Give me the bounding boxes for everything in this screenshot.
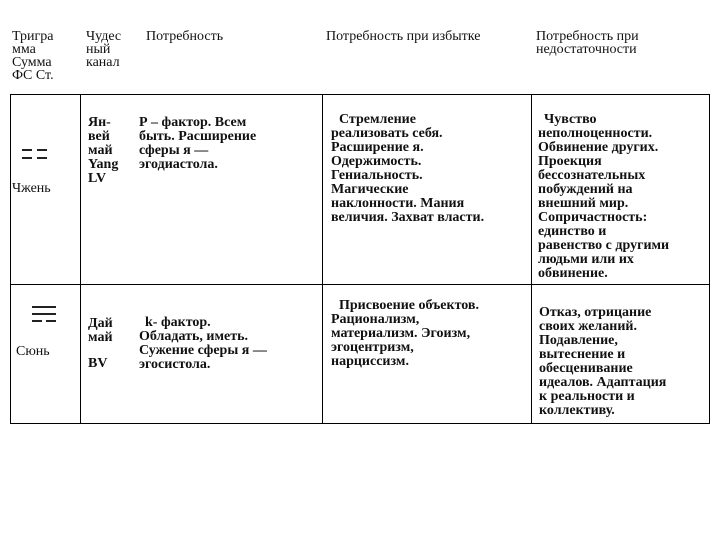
need-cell <box>139 316 267 372</box>
deficit-line: обвинение. <box>538 266 608 281</box>
excess-line: Рационализм, <box>331 312 420 327</box>
excess-line: Стремление <box>339 112 416 127</box>
need-line: эгосистола. <box>139 357 211 372</box>
excess-line: материализм. Эгоизм, <box>331 326 471 341</box>
header-deficit-line-2: недостаточности <box>536 42 637 57</box>
header-deficit <box>536 30 639 56</box>
need-line: сферы я — <box>139 143 209 158</box>
need-line: Сужение сферы я — <box>139 343 267 358</box>
deficit-line: Проекция <box>538 154 602 169</box>
deficit-line: Обвинение других. <box>538 140 659 155</box>
header-trigram <box>12 30 54 82</box>
header-channel-line-3: канал <box>86 55 120 70</box>
header-trigram-line-4: ФС Ст. <box>12 68 54 83</box>
deficit-line: неполноценности. <box>538 126 653 141</box>
trigram-name: Сюнь <box>16 344 50 359</box>
excess-line: Магические <box>331 182 409 197</box>
col-divider-3 <box>531 94 532 424</box>
channel-line: вей <box>88 129 110 144</box>
trigram-name: Чжень <box>12 181 51 196</box>
need-line: Обладать, иметь. <box>139 329 248 344</box>
header-channel-line-1: Чудес <box>86 29 122 44</box>
excess-line: Одержимость. <box>331 154 422 169</box>
header-excess: Потребность при избытке <box>326 29 481 44</box>
channel-line: BV <box>88 356 108 371</box>
need-line: k- фактор. <box>145 315 211 330</box>
deficit-line: вытеснение и <box>539 347 626 362</box>
excess-cell <box>331 299 479 369</box>
excess-line: Расширение я. <box>331 140 424 155</box>
deficit-line: побуждений на <box>538 182 633 197</box>
deficit-line: Подавление, <box>539 333 618 348</box>
header-trigram-line-2: мма <box>12 42 36 57</box>
deficit-line: внешний мир. <box>538 196 629 211</box>
deficit-line: единство и <box>538 224 607 239</box>
header-channel-line-2: ный <box>86 42 111 57</box>
deficit-line: Чувство <box>544 112 597 127</box>
deficit-line: к реальности и <box>539 389 635 404</box>
deficit-line: Отказ, отрицание <box>539 305 652 320</box>
deficit-line: Сопричастность: <box>538 210 648 225</box>
excess-line: величия. Захват власти. <box>331 210 485 225</box>
channel-line: Yang <box>88 157 119 172</box>
need-line: эгодиастола. <box>139 157 218 172</box>
deficit-line: людьми или их <box>538 252 634 267</box>
header-deficit-line-1: Потребность при <box>536 29 639 44</box>
header-trigram-line-3: Сумма <box>12 55 52 70</box>
trigram-zhen-icon <box>22 146 48 166</box>
channel-line: Ян- <box>88 115 111 130</box>
need-line: Р – фактор. Всем <box>139 115 247 130</box>
deficit-line: идеалов. Адаптация <box>539 375 667 390</box>
excess-line: Присвоение объектов. <box>339 298 479 313</box>
deficit-line: бессознательных <box>538 168 646 183</box>
deficit-line: равенство с другими <box>538 238 670 253</box>
need-cell <box>139 116 256 172</box>
trigram-sun-icon <box>32 304 58 326</box>
deficit-line: своих желаний. <box>539 319 637 334</box>
channel-line: LV <box>88 171 107 186</box>
col-divider-1 <box>80 94 81 424</box>
channel-line: Дай <box>88 316 113 331</box>
deficit-cell <box>539 306 666 418</box>
excess-line: нарциссизм. <box>331 354 409 369</box>
header-channel <box>86 30 121 69</box>
channel-cell <box>88 317 113 371</box>
deficit-line: обесценивание <box>539 361 633 376</box>
col-divider-2 <box>322 94 323 424</box>
need-line: быть. Расширение <box>139 129 257 144</box>
deficit-line: коллективу. <box>539 403 615 418</box>
header-trigram-line-1: Тригра <box>12 29 54 44</box>
channel-cell <box>88 116 118 186</box>
excess-line: эгоцентризм, <box>331 340 414 355</box>
channel-line: май <box>88 143 113 158</box>
channel-line: май <box>88 330 113 345</box>
header-need: Потребность <box>146 29 224 44</box>
excess-cell <box>331 113 484 225</box>
excess-line: Гениальность. <box>331 168 423 183</box>
excess-line: реализовать себя. <box>331 126 443 141</box>
excess-line: наклонности. Мания <box>331 196 465 211</box>
row-divider <box>10 284 710 285</box>
deficit-cell <box>538 113 669 281</box>
